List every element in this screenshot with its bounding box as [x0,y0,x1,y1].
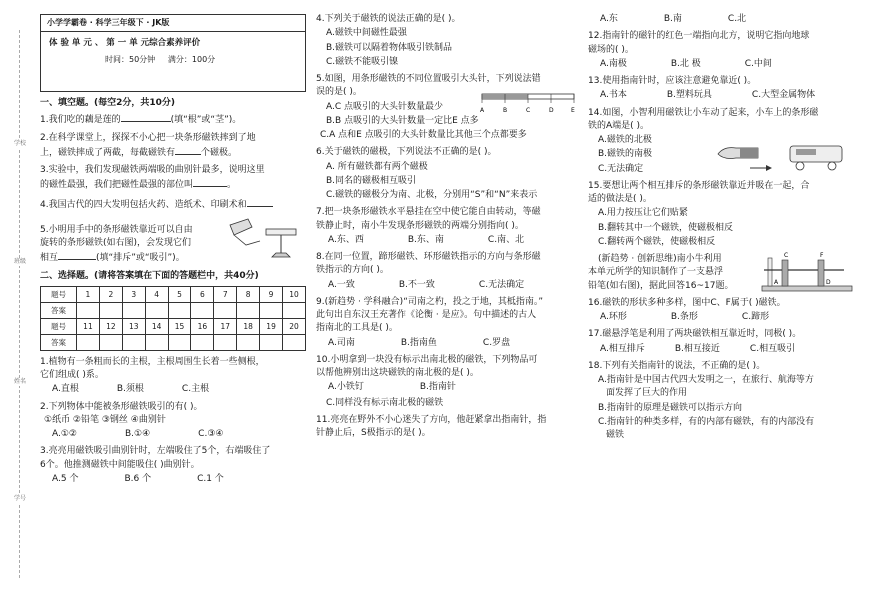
point-label: D [549,107,554,114]
choice-question-9: 9.(新趋势 · 学科融合)“司南之杓，投之于地，其柢指南。” 此句出自东汉王充著作《论衡 · 是应》。句中描述的古人 指南北的工具是( )。 A.司南 B.指南鱼 C.罗盘 [316,296,544,348]
option-b[interactable]: B.塑料玩具 [666,90,712,101]
option-c[interactable]: C.1 个 [197,473,224,484]
option-a[interactable]: A.书本 [600,90,627,101]
choice-question-8: 8.在同一位置，蹄形磁铁、环形磁铁指示的方向与条形磁 铁指示的方向( )。 A.一致 B.不一致 C.无法确定 [316,252,541,290]
option-a[interactable]: A.5 个 [52,473,79,484]
option-b[interactable]: B.同名的磁极相互吸引 [326,175,417,186]
option-c[interactable]: C.主根 [181,384,210,395]
fill-question-5: 5.小明用手中的条形磁铁靠近可以自由 旋转的条形磁铁(如右图)，会发现它们 相互 (填“排斥”或“吸引”)。 [40,225,306,265]
option-b[interactable]: B.翻转其中一个磁铁，使磁极相反 [598,222,734,233]
option-b[interactable]: B.北 极 [670,58,701,69]
option-b[interactable]: B.条形 [670,312,698,322]
option-b[interactable]: B.磁铁的南极 [598,149,653,160]
answer-blank[interactable] [247,198,273,207]
option-a[interactable]: A.一致 [328,279,355,290]
fill-question-2: 2.在科学课堂上，探探不小心把一块条形磁铁摔到了地 上，磁铁摔成了两截，每截磁铁有 个磁极。 [40,132,256,158]
option-c[interactable]: C.北 [727,14,747,24]
option-b[interactable]: B.磁铁可以隔着物体吸引铁制品 [326,42,453,53]
option-a[interactable]: A.用力按压让它们贴紧 [598,208,688,219]
answer-blank[interactable] [58,251,96,260]
binding-label: 姓名 [14,378,27,385]
point-label: E [571,107,575,114]
column-1 [40,14,306,491]
option-b[interactable]: B.6 个 [124,473,152,484]
option-a[interactable]: A.磁铁中间磁性最强 [326,28,407,39]
exam-score: 满分：100分 [167,54,216,64]
option-b[interactable]: B.东、南 [407,234,444,245]
option-a[interactable]: A.东 [600,14,618,24]
choice-question-7: 7.把一块条形磁铁水平悬挂在空中使它能自由转动，等磁 铁静止时，南小牛发现条形磁铁的两端分别指向( )。 A.东、西 B.东、南 C.南、北 [316,207,541,245]
option-a[interactable]: A.C 点吸引的大头针数量最少 [326,101,444,112]
point-label: B [503,107,508,114]
binding-label: 学号 [14,495,27,502]
option-b[interactable]: B.指南针 [419,382,456,393]
option-a[interactable]: A.磁铁的北极 [598,135,652,145]
option-c[interactable]: C.大型金属物体 [751,90,816,101]
option-b[interactable]: B.①④ [125,429,151,439]
point-label: C [526,107,531,114]
option-b[interactable]: B.B 点吸引的大头针数量一定比E 点多 [326,115,479,126]
choice-question-10: 10.小明拿到一块没有标示出南北极的磁铁，下列物品可 以帮他辨别出这块磁铁的南北极的是( )。 A.小铁钉 B.指南针 C.同样没有标示南北极的磁铁 [316,355,578,409]
option-a[interactable]: A. 所有磁铁都有两个磁极 [326,161,428,172]
option-a[interactable]: A.环形 [600,312,627,322]
choice-question-11: 11.亮亮在野外不小心迷失了方向，他赶紧拿出指南针，指 针静止后，S极指示的是( )。 [316,414,547,438]
option-c[interactable]: C.磁铁不能吸引镍 [326,56,399,67]
option-b[interactable]: B.相互接近 [674,343,720,354]
option-b[interactable]: B.南 [663,14,682,24]
column-2 [316,14,578,445]
point-label: A [480,107,485,114]
option-a[interactable]: A.司南 [328,337,355,348]
question-11-options [600,14,858,25]
table-row: 题号 1 2 3 4 5 6 7 8 9 10 [41,286,306,302]
option-c[interactable]: C.无法确定 [598,163,644,174]
option-c[interactable]: C.南、北 [487,234,525,245]
choice-question-14: 14.如图，小智利用磁铁让小车动了起来，小车上的条形磁 铁的A端是( )。 A.磁铁的北极 B.磁铁的南极 C.无法确定 [588,108,858,175]
bar-magnet-figure [480,90,576,114]
choice-question-17: 17.磁悬浮笔是利用了两块磁铁相互靠近时，同极( )。 A.相互排斥 B.相互接近 C.相互吸引 [588,329,802,354]
option-b[interactable]: B.指南鱼 [400,337,437,348]
option-a[interactable]: A.小铁钉 [328,382,364,393]
fill-question-3: 3.实验中，我们发现磁铁两端吸的曲别针最多，说明这里 的磁性最强，我们把磁性最强的部位叫 。 [40,165,265,191]
option-c[interactable]: C.③④ [198,429,224,439]
option-a[interactable]: A.直根 [52,384,79,395]
column-3 [588,14,858,447]
option-a[interactable]: A.相互排斥 [600,343,645,354]
option-b[interactable]: B.不一致 [398,279,435,290]
answer-blank[interactable] [121,113,171,122]
figure-label: A [774,279,779,286]
magnet-stand-figure [226,217,306,261]
option-c[interactable]: C.翻转两个磁铁，使磁极相反 [598,236,716,247]
exam-meta [41,51,305,65]
figure-label: D [826,279,831,286]
table-row: 题号 11 12 13 14 15 16 17 18 19 20 [41,318,306,334]
option-a[interactable]: A.指南针是中国古代四大发明之一，在旅行、航海等方 [598,375,814,385]
magnet-car-figure [710,136,850,176]
option-a[interactable]: A.东、西 [328,234,364,245]
choice-question-3: 3.亮亮用磁铁吸引曲别针时，左端吸住了5个，右端吸住了 6个。他推测磁铁中间能吸住( )曲别针。 A.5 个 B.6 个 C.1 个 [40,446,271,484]
option-c[interactable]: C.罗盘 [482,337,511,348]
option-a[interactable]: A.①② [52,429,77,439]
choice-question-12: 12.指南针的磁针的红色一端指向北方，说明它指向地球 磁场的( )。 A.南极 B.北 极 C.中间 [588,31,810,69]
option-a[interactable]: A.南极 [600,58,627,69]
option-c[interactable]: C.蹄形 [741,312,770,322]
option-c[interactable]: C.无法确定 [478,279,525,290]
choice-question-16: 16.磁铁的形状多种多样，图中C、F属于( )磁铁。 A.环形 B.条形 C.蹄形 [588,297,786,322]
section-2-title: 二、选择题。(请将答案填在下面的答题栏中，共40分) [40,270,259,281]
figure-label: F [820,252,824,259]
option-c[interactable]: C.磁铁的磁极分为南、北极，分别用“S”和“N”来表示 [326,190,538,200]
answer-blank[interactable] [193,178,227,187]
answer-blank[interactable] [175,146,201,155]
exam-header [40,14,306,92]
fill-question-1: 1.我们吃的藕是莲的 (填“根”或“茎”)。 [40,115,242,126]
option-b[interactable]: B.指南针的原理是磁铁可以指示方向 [598,402,743,413]
choice-question-2: 2.下列物体中能被条形磁铁吸引的有( )。 ①纸币 ②铅笔 ③钢丝 ④曲别针 A.①② B.①④ C.③④ [40,401,224,439]
binding-label: 学校 [14,140,27,147]
table-row: 答案 [41,302,306,318]
unit-title: 体 验 单 元 、 第 一 单 元综合素养评价 [49,38,201,48]
exam-time: 时间：50分钟 [105,54,156,64]
choice-question-1: 1.植物有一条粗而长的主根，主根周围生长着一些侧根， 它们组成( )系。 A.直根 B.须根 C.主根 [40,356,265,395]
series-title: 小学学霸卷 · 科学三年级下 · JK版 [41,15,305,32]
option-b[interactable]: B.须根 [116,384,144,395]
figure-label: C [784,252,789,259]
choice-question-13: 13.使用指南针时，应该注意避免靠近( )。 A.书本 B.塑料玩具 C.大型金属物体 [588,76,816,101]
choice-question-4: 4.下列关于磁铁的说法正确的是( )。 A.磁铁中间磁性最强 B.磁铁可以隔着物体吸引铁制品 C.磁铁不能吸引镍 [316,14,578,68]
option-c[interactable]: C.同样没有标示南北极的磁铁 [326,397,444,408]
choice-question-18: 18.下列有关指南针的说法，不正确的是( )。 A.指南针是中国古代四大发明之一，在旅行、航海等方 面发挥了巨大的作用 B.指南针的原理是磁铁可以指示方向 C.指南针的种类多样，有的内部有磁铁，有的内部没有 磁铁 [588,361,858,442]
option-c[interactable]: C.A 点和E 点吸引的大头针数量比其他三个点都要多 [320,130,527,140]
section-1-title: 一、填空题。(每空2分，共10分) [40,98,176,108]
fill-question-4: 4.我国古代的四大发明包括火药、造纸术、印刷术和 [40,198,306,211]
question-16-17-intro: (新趋势 · 创新思维)南小牛利用 本单元所学的知识制作了一支悬浮 铅笔(如右图)，据此回答16~17题。 C F A D [588,254,858,292]
answer-table [40,286,306,351]
binding-label: 班级 [14,258,27,265]
choice-question-6: 6.关于磁铁的磁极，下列说法不正确的是( )。 A. 所有磁铁都有两个磁极 B.同名的磁极相互吸引 C.磁铁的磁极分为南、北极，分别用“S”和“N”来表示 [316,147,578,201]
table-row: 答案 [41,334,306,350]
option-c[interactable]: C.中间 [744,58,772,69]
binding-margin [14,0,26,608]
choice-question-5: 5.如图，用条形磁铁的不同位置吸引大头针，下列说法错 误的是( )。 A B C D E A.C 点吸引的大头针数量最少 B.B 点吸引的大头针数量一定比E 点多 C.A 点和E 点吸引的大头针数量比其他三个点都要多 [316,74,578,141]
choice-question-15: 15.要想让两个相互排斥的条形磁铁靠近并吸在一起，合 适的做法是( )。 A.用力按压让它们贴紧 B.翻转其中一个磁铁，使磁极相反 C.翻转两个磁铁，使磁极相反 [588,181,858,248]
floating-pencil-figure [760,250,854,294]
option-c[interactable]: C.相互吸引 [749,343,796,354]
option-c[interactable]: C.指南针的种类多样，有的内部有磁铁，有的内部没有 [598,416,815,427]
